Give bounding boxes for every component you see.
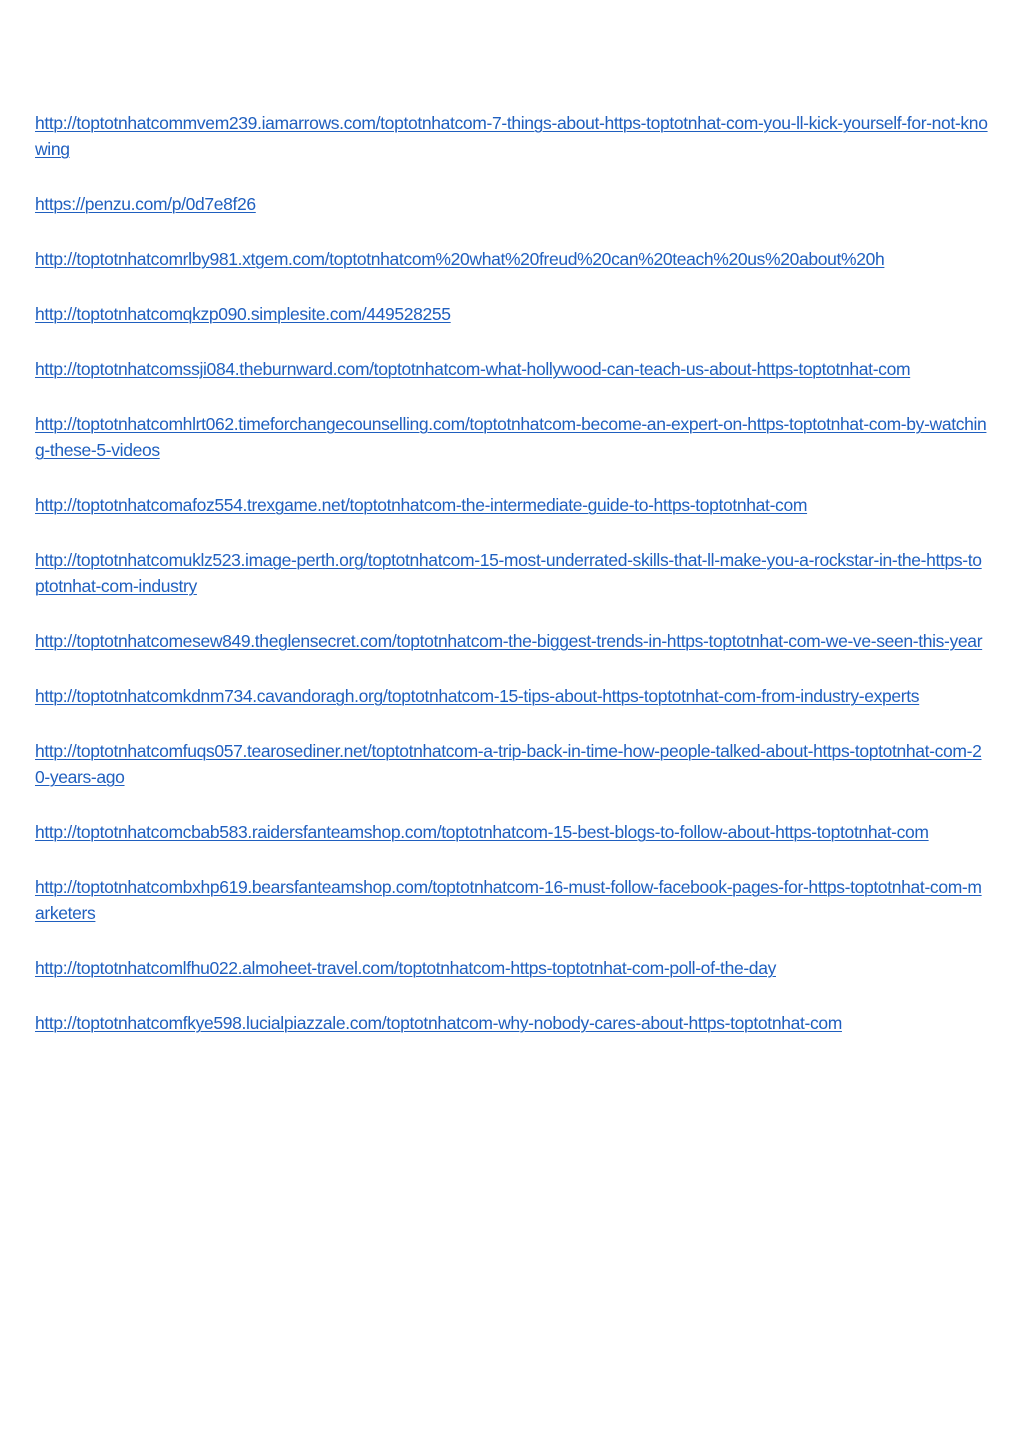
link-list xyxy=(35,110,990,1065)
list-item xyxy=(35,955,990,981)
list-item xyxy=(35,819,990,845)
list-item xyxy=(35,1010,990,1036)
link-10[interactable]: http://toptotnhatcomkdnm734.cavandoragh.org/toptotnhatcom-15-tips-about-https-toptotnhat-com-from-industry-experts xyxy=(35,686,920,706)
link-13[interactable]: http://toptotnhatcombxhp619.bearsfanteamshop.com/toptotnhatcom-16-must-follow-facebook-pages-for-https-toptotnhat-com-marketers xyxy=(35,877,982,923)
link-9[interactable]: http://toptotnhatcomesew849.theglensecret.com/toptotnhatcom-the-biggest-trends-in-https-toptotnhat-com-we-ve-seen-this-year xyxy=(35,631,983,651)
list-item xyxy=(35,874,990,926)
link-5[interactable]: http://toptotnhatcomssji084.theburnward.com/toptotnhatcom-what-hollywood-can-teach-us-about-https-toptotnhat-com xyxy=(35,359,911,379)
link-3[interactable]: http://toptotnhatcomrlby981.xtgem.com/toptotnhatcom%20what%20freud%20can%20teach%20us%20about%20h xyxy=(35,249,885,269)
link-14[interactable]: http://toptotnhatcomlfhu022.almoheet-travel.com/toptotnhatcom-https-toptotnhat-com-poll-of-the-day xyxy=(35,958,776,978)
list-item xyxy=(35,738,990,790)
link-12[interactable]: http://toptotnhatcomcbab583.raidersfanteamshop.com/toptotnhatcom-15-best-blogs-to-follow-about-https-toptotnhat-com xyxy=(35,822,929,842)
list-item xyxy=(35,301,990,327)
link-1[interactable]: http://toptotnhatcommvem239.iamarrows.com/toptotnhatcom-7-things-about-https-toptotnhat-com-you-ll-kick-yourself-for-not-knowing xyxy=(35,113,988,159)
list-item xyxy=(35,492,990,518)
list-item xyxy=(35,110,990,162)
link-15[interactable]: http://toptotnhatcomfkye598.lucialpiazzale.com/toptotnhatcom-why-nobody-cares-about-https-toptotnhat-com xyxy=(35,1013,842,1033)
list-item xyxy=(35,191,990,217)
link-7[interactable]: http://toptotnhatcomafoz554.trexgame.net/toptotnhatcom-the-intermediate-guide-to-https-toptotnhat-com xyxy=(35,495,808,515)
list-item xyxy=(35,356,990,382)
list-item xyxy=(35,411,990,463)
list-item xyxy=(35,246,990,272)
link-4[interactable]: http://toptotnhatcomqkzp090.simplesite.com/449528255 xyxy=(35,304,451,324)
list-item xyxy=(35,628,990,654)
link-11[interactable]: http://toptotnhatcomfuqs057.tearosediner.net/toptotnhatcom-a-trip-back-in-time-how-people-talked-about-https-toptotnhat-com-20-years-ago xyxy=(35,741,982,787)
link-8[interactable]: http://toptotnhatcomuklz523.image-perth.org/toptotnhatcom-15-most-underrated-skills-that-ll-make-you-a-rockstar-in-the-https-toptotnhat-com-industry xyxy=(35,550,982,596)
list-item xyxy=(35,547,990,599)
link-6[interactable]: http://toptotnhatcomhlrt062.timeforchangecounselling.com/toptotnhatcom-become-an-expert-on-https-toptotnhat-com-by-watching-these-5-videos xyxy=(35,414,987,460)
link-2[interactable]: https://penzu.com/p/0d7e8f26 xyxy=(35,194,256,214)
list-item xyxy=(35,683,990,709)
